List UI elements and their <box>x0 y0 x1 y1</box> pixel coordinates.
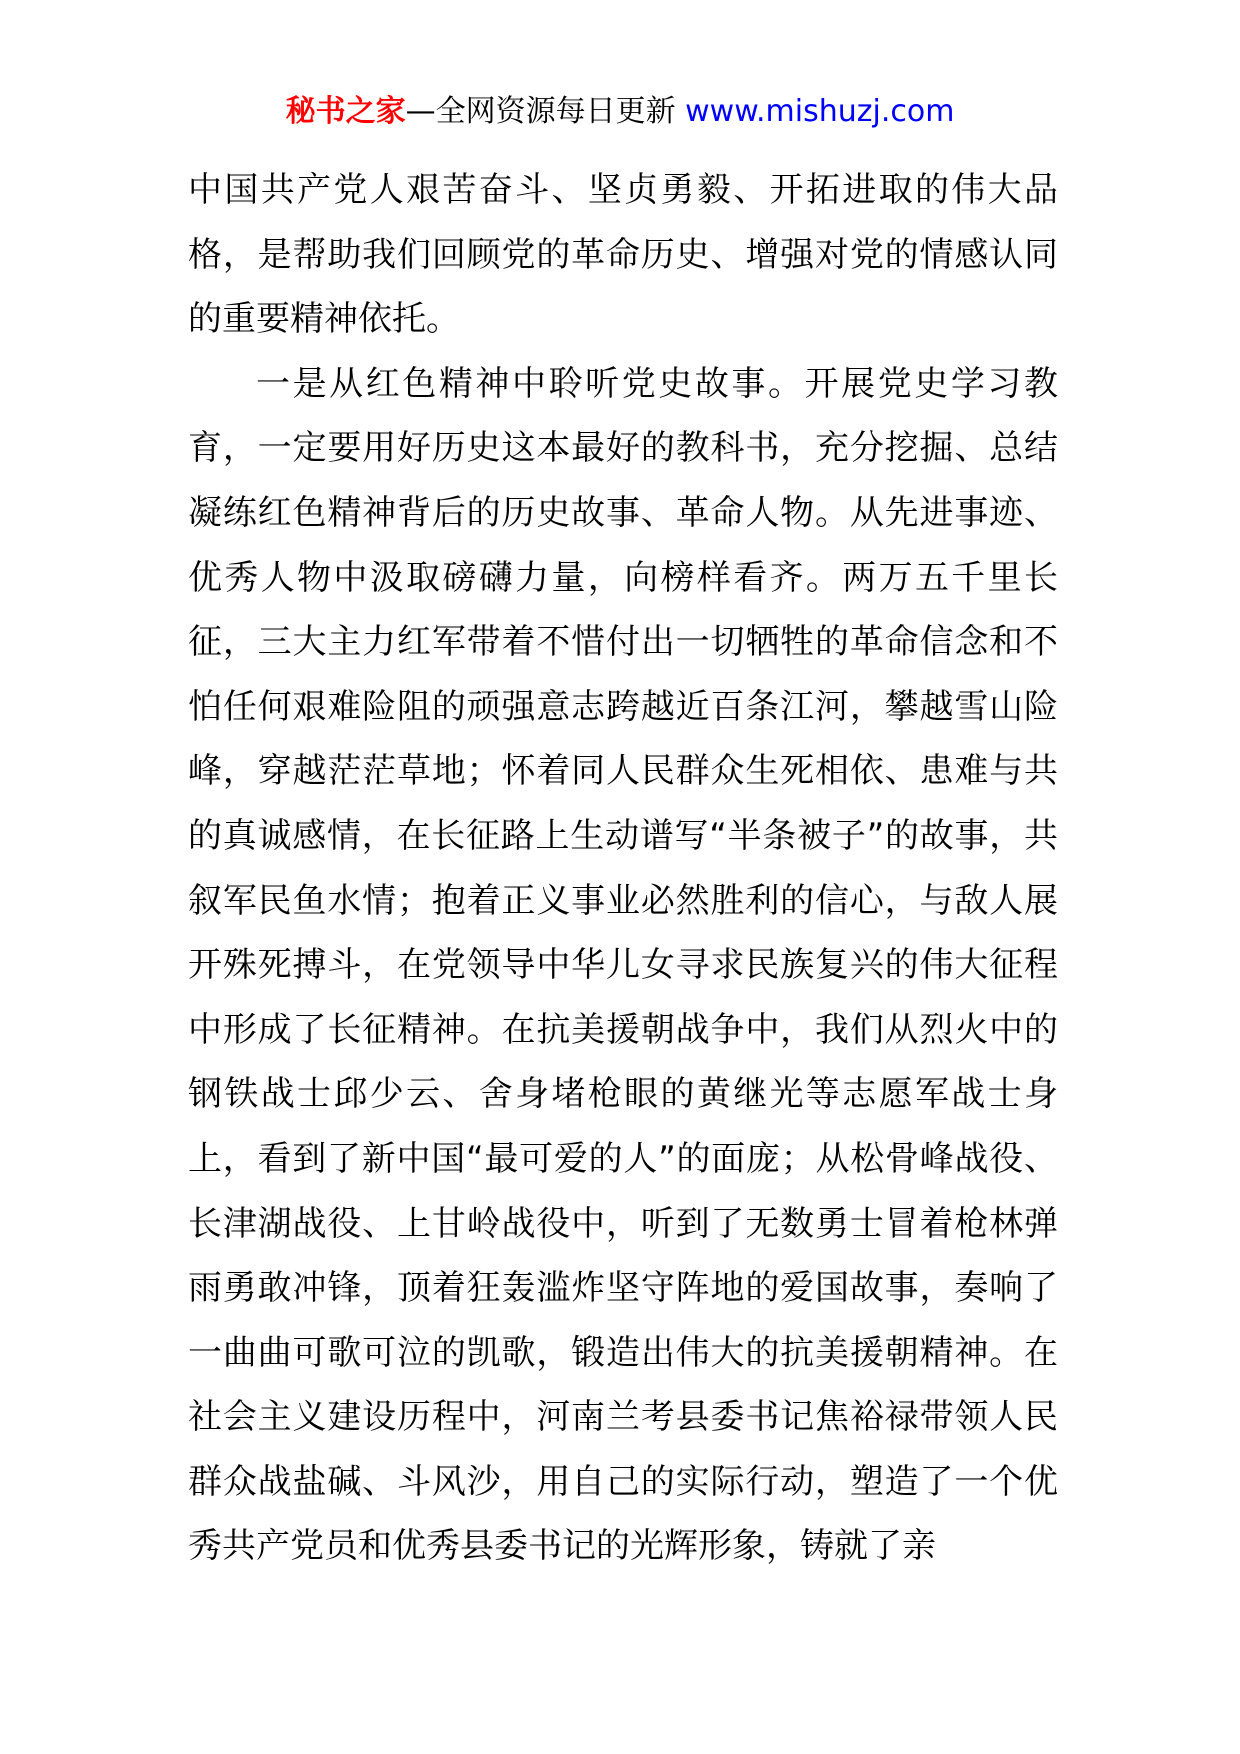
brand-name: 秘书之家 <box>285 94 406 129</box>
header-url-link[interactable]: www.mishuzj.com <box>685 94 955 129</box>
paragraph-continuation: 中国共产党人艰苦奋斗、坚贞勇毅、开拓进取的伟大品格，是帮助我们回顾党的革命历史、增强对党的情感认同的重要精神依托。 <box>188 170 1058 340</box>
paragraph-red-spirit: 一是从红色精神中聆听党史故事。开展党史学习教育，一定要用好历史这本最好的教科书，充分挖掘、总结凝练红色精神背后的历史故事、革命人物。从先进事迹、优秀人物中汲取磅礴力量，向榜样看齐。两万五千里长征，三大主力红军带着不惜付出一切牺牲的革命信念和不怕任何艰难险阻的顽强意志跨越近百条江河，攀越雪山险峰，穿越茫茫草地；怀着同人民群众生死相依、患难与共的真诚感情，在长征路上生动谱写“半条被子”的故事，共叙军民鱼水情；抱着正义事业必然胜利的信心，与敌人展开殊死搏斗，在党领导中华儿女寻求民族复兴的伟大征程中形成了长征精神。在抗美援朝战争中，我们从烈火中的钢铁战士邱少云、舍身堵枪眼的黄继光等志愿军战士身上，看到了新中国“最可爱的人”的面庞；从松骨峰战役、长津湖战役、上甘岭战役中，听到了无数勇士冒着枪林弹雨勇敢冲锋，顶着狂轰滥炸坚守阵地的爱国故事，奏响了一曲曲可歌可泣的凯歌，锻造出伟大的抗美援朝精神。在社会主义建设历程中，河南兰考县委书记焦裕禄带领人民群众战盐碱、斗风沙，用自己的实际行动，塑造了一个优秀共产党员和优秀县委书记的光辉形象，铸就了亲 <box>188 363 1058 1567</box>
header-tagline: —全网资源每日更新 <box>405 94 676 129</box>
document-body <box>188 158 1058 1579</box>
page-header <box>0 92 1240 132</box>
